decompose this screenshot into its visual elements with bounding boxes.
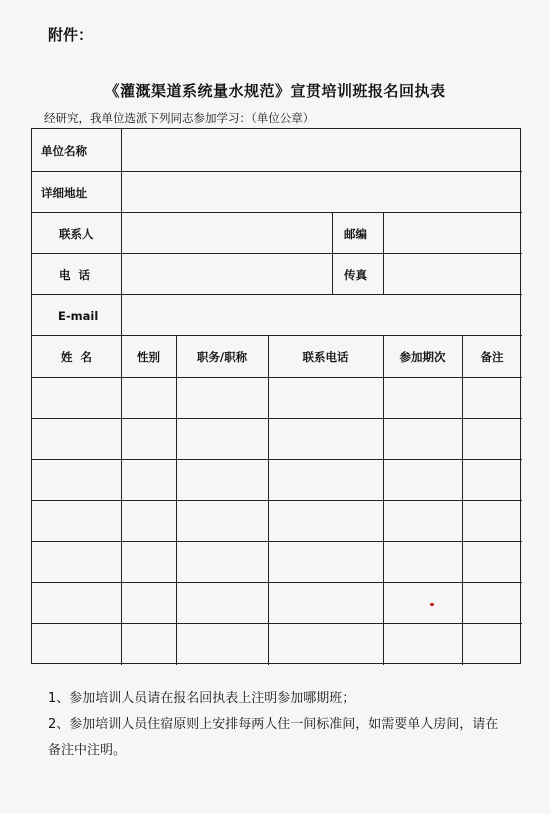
note-2: 2、参加培训人员住宿原则上安排每两人住一间标准间，如需要单人房间，请在 — [48, 717, 499, 732]
header-position: 职务/职称 — [196, 350, 248, 364]
address-label: 详细地址 — [41, 186, 87, 200]
phone-label: 电 话 — [59, 268, 91, 282]
attachment-label: 附件： — [48, 26, 94, 44]
header-session: 参加期次 — [399, 350, 446, 364]
postcode-label: 邮编 — [344, 227, 367, 241]
unit-name-label: 单位名称 — [41, 144, 87, 158]
registration-form — [31, 128, 521, 664]
form-title: 《灌溉渠道系统量水规范》宣贯培训班报名回执表 — [104, 82, 446, 100]
contact-label: 联系人 — [59, 227, 94, 241]
header-remarks: 备注 — [480, 350, 504, 364]
header-name: 姓 名 — [60, 350, 92, 364]
email-label: E-mail — [58, 309, 99, 323]
note-1: 1、参加培训人员请在报名回执表上注明参加哪期班； — [48, 691, 356, 706]
fax-label: 传真 — [344, 268, 367, 282]
header-phone: 联系电话 — [302, 350, 349, 364]
header-gender: 性别 — [137, 350, 160, 364]
intro-text: 经研究，我单位选派下列同志参加学习：（单位公章） — [44, 111, 315, 125]
red-ink-mark — [430, 603, 434, 606]
note-3: 备注中注明。 — [48, 743, 127, 758]
